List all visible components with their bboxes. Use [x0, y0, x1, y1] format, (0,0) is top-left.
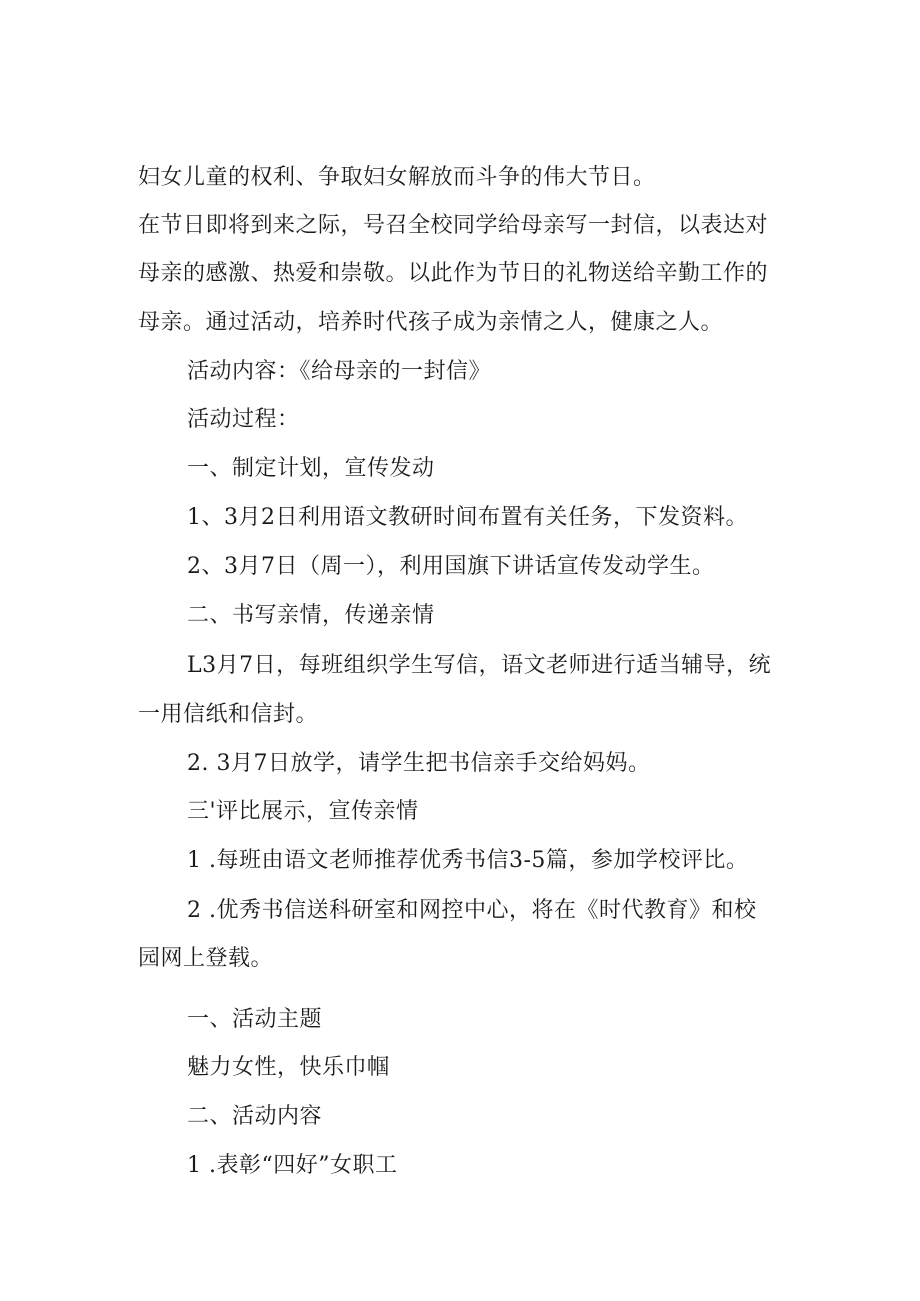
list-item: 2. 3月7日放学，请学生把书信亲手交给妈妈。 — [187, 751, 651, 776]
list-item-continuation: 一用信纸和信封。 — [138, 702, 319, 727]
list-item: 2、3月7日（周一），利用国旗下讲话宣传发动学生。 — [187, 554, 715, 579]
activity-content-heading: 活动内容：《给母亲的一封信》 — [187, 359, 492, 384]
list-item: 2 .优秀书信送科研室和网控中心，将在《时代教育》和校 — [187, 898, 757, 923]
section-heading: 一、活动主题 — [187, 1007, 323, 1032]
paragraph-text: 母亲的感激、热爱和崇敬。以此作为节日的礼物送给辛勤工作的 — [138, 261, 769, 286]
list-item: 1 .表彰“四好”女职工 — [187, 1153, 398, 1178]
activity-process-heading: 活动过程： — [187, 407, 300, 432]
list-item: 1、3月2日利用语文教研时间布置有关任务，下发资料。 — [187, 505, 748, 530]
theme-text: 魅力女性，快乐巾帼 — [187, 1055, 390, 1080]
section-heading: 二、活动内容 — [187, 1104, 323, 1129]
paragraph-text: 妇女儿童的权利、争取妇女解放而斗争的伟大节日。 — [138, 165, 656, 190]
list-item: 1 .每班由语文老师推荐优秀书信3-5篇，参加学校评比。 — [187, 848, 749, 873]
list-item: L3月7日，每班组织学生写信，语文老师进行适当辅导，统 — [187, 653, 772, 678]
list-item-continuation: 园网上登载。 — [138, 946, 274, 971]
paragraph-text: 在节日即将到来之际，号召全校同学给母亲写一封信，以表达对 — [138, 213, 769, 238]
section-heading: 一、制定计划，宣传发动 — [187, 456, 435, 481]
paragraph-text: 母亲。通过活动，培养时代孩子成为亲情之人，健康之人。 — [138, 310, 724, 335]
section-heading: 二、书写亲情，传递亲情 — [187, 603, 435, 628]
section-heading: 三'评比展示，宣传亲情 — [187, 799, 419, 824]
